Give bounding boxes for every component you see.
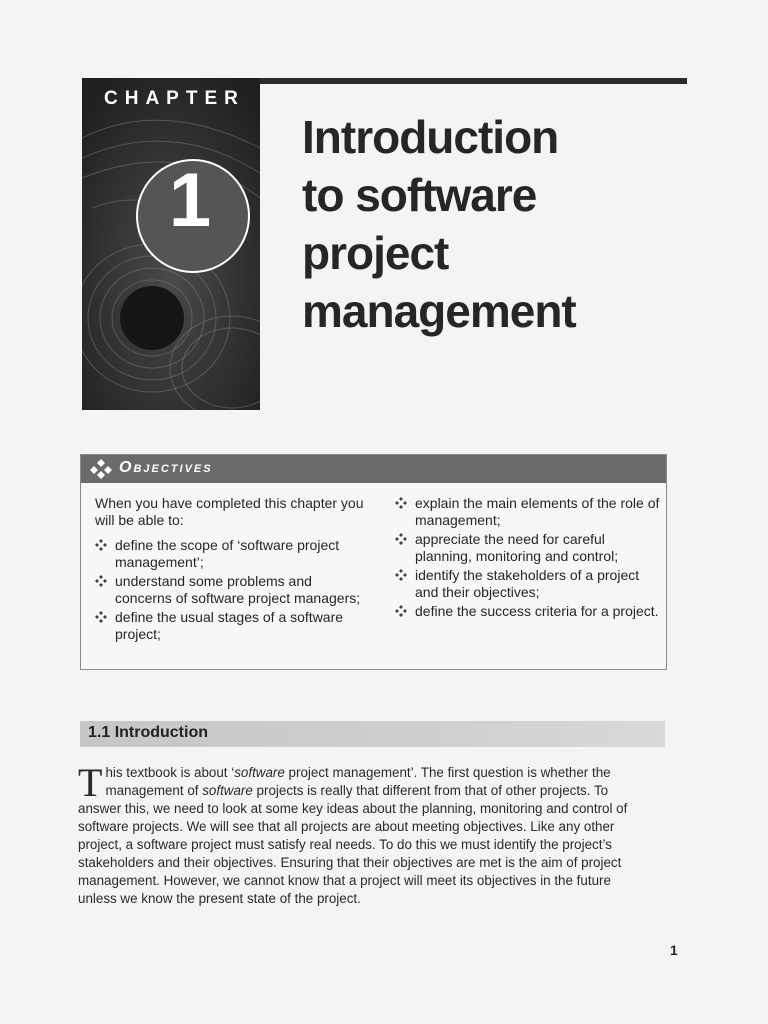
objective-text: understand some problems and concerns of software project managers; — [115, 573, 361, 606]
objective-text: define the scope of ‘software project management’; — [115, 537, 340, 570]
objectives-right-list — [395, 495, 660, 620]
diamond-bullet-icon — [395, 533, 407, 545]
diamond-bullet-icon — [95, 575, 107, 587]
chapter-title-line: management — [302, 285, 576, 337]
objectives-box — [80, 454, 667, 670]
objectives-right-column — [395, 495, 660, 622]
drop-cap: T — [78, 760, 103, 805]
page-number: 1 — [670, 942, 678, 958]
emphasis-text: software — [202, 783, 253, 798]
objectives-intro: When you have completed this chapter you will be able to: — [95, 495, 364, 528]
objectives-left-column — [95, 495, 365, 645]
section-heading: 1.1 Introduction — [88, 724, 208, 741]
chapter-title-line: Introduction — [302, 111, 559, 163]
section-header-bar — [80, 721, 665, 747]
chapter-title-line: to software — [302, 169, 537, 221]
emphasis-text: software — [234, 765, 285, 780]
diamond-bullet-icon — [95, 539, 107, 551]
diamond-bullet-icon — [395, 497, 407, 509]
objective-item — [395, 603, 660, 620]
objective-text: define the success criteria for a project. — [415, 603, 659, 619]
diamond-cluster-icon — [89, 458, 113, 480]
objectives-title: Objectives — [119, 459, 213, 476]
body-text-part: his textbook is about ‘ — [105, 765, 235, 780]
diamond-bullet-icon — [395, 605, 407, 617]
objective-item — [95, 537, 365, 571]
body-text-part: project management’. The first question is whether the management of — [105, 765, 611, 798]
chapter-title-line: project — [302, 227, 449, 279]
objective-item — [395, 567, 660, 601]
objectives-header — [81, 455, 666, 483]
body-paragraph — [78, 760, 638, 908]
objective-text: define the usual stages of a software project; — [115, 609, 344, 642]
objective-text: identify the stakeholders of a project and their objectives; — [415, 567, 640, 600]
diamond-bullet-icon — [395, 569, 407, 581]
objective-text: appreciate the need for careful planning, monitoring and control; — [415, 531, 619, 564]
objectives-left-list — [95, 537, 365, 643]
diamond-bullet-icon — [95, 611, 107, 623]
chapter-title — [302, 108, 682, 340]
objective-item — [95, 573, 365, 607]
objective-item — [395, 495, 660, 529]
chapter-number: 1 — [168, 158, 212, 243]
body-text-part: projects is really that different from that of other projects. To answer this, we need to look at some key ideas about the planning, monitoring and control of software projects. We will see that all projects are about meeting objectives. Like any other project, a software project must satisfy real needs. To do this we must identify the project’s stakeholders and their objectives. Ensuring that their objectives are met is the aim of project management. However, we cannot know that a project will meet its objectives in the future unless we know the present state of the project. — [78, 783, 628, 906]
chapter-label: CHAPTER — [104, 88, 245, 109]
objective-item — [95, 609, 365, 643]
objective-item — [395, 531, 660, 565]
objective-text: explain the main elements of the role of management; — [415, 495, 660, 528]
